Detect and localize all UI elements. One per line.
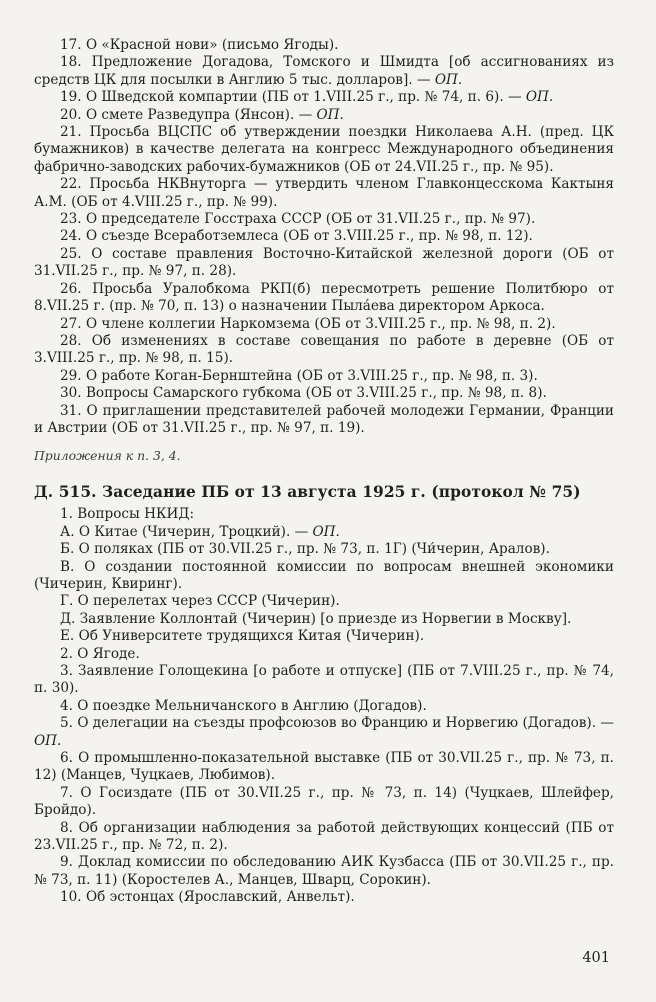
agenda-item-text: 5. О делегации на съезды профсоюзов во Францию и Норвегию (Догадов). — — [60, 715, 614, 732]
agenda-item-text: 23. О председателе Госстраха СССР (ОБ от 31.VII.25 г., пр. № 97). — [60, 211, 536, 228]
decision-mark: ОП. — [316, 106, 344, 123]
agenda-item — [34, 124, 614, 176]
agenda-item — [34, 559, 614, 594]
agenda-item — [34, 785, 614, 820]
agenda-item — [34, 54, 614, 89]
agenda-item-text: Г. О перелетах через СССР (Чичерин). — [60, 593, 340, 610]
agenda-item — [34, 176, 614, 211]
agenda-item — [34, 246, 614, 281]
agenda-item-text: В. О создании постоянной комиссии по вопросам внешней экономики (Чичерин, Квиринг). — [34, 558, 614, 592]
agenda-item-text: 22. Просьба НКВнуторга — утвердить членом Главконцесскома Кактыня А.М. (ОБ от 4.VIII.25 г., пр. № 99). — [34, 176, 614, 210]
agenda-item-text: 20. О смете Разведупра (Янсон). — — [60, 106, 317, 123]
agenda-item — [34, 715, 614, 750]
agenda-item-text: 21. Просьба ВЦСПС об утверждении поездки Николаева А.Н. (пред. ЦК бумажников) в качестве делегата на конгресс Международного объединения фабрично-заводских рабочих-бумажников (ОБ от 24.VII.25 г., пр. № 95). — [34, 124, 614, 175]
agenda-item — [34, 541, 614, 558]
agenda-item-text: 25. О составе правления Восточно-Китайской железной дороги (ОБ от 31.VII.25 г., пр. № 97, п. 28). — [34, 245, 614, 280]
agenda-item — [34, 281, 614, 316]
agenda-item — [34, 750, 614, 785]
decision-mark: ОП. — [312, 523, 340, 540]
agenda-item-text: 9. Доклад комиссии по обследованию АИК Кузбасса (ПБ от 30.VII.25 г., пр. № 73, п. 11) (Коростелев А., Манцев, Шварц, Сорокин). — [34, 854, 614, 888]
decision-mark: ОП. — [434, 71, 463, 88]
agenda-item-text: 2. О Ягоде. — [60, 645, 140, 662]
agenda-item-text: А. О Китае (Чичерин, Троцкий). — — [60, 523, 313, 540]
agenda-item-text: 10. Об эстонцах (Ярославский, Анвельт). — [60, 889, 355, 906]
agenda-item — [34, 228, 614, 245]
agenda-item — [34, 646, 614, 663]
section-heading: Д. 515. Заседание ПБ от 13 августа 1925 г. (протокол № 75) — [34, 483, 581, 502]
agenda-item-text: Д. Заявление Коллонтай (Чичерин) [о приезде из Норвегии в Москву]. — [60, 610, 572, 627]
agenda-list-d515 — [34, 506, 614, 906]
agenda-item — [34, 663, 614, 698]
agenda-item — [34, 211, 614, 228]
agenda-item-text: 18. Предложение Догадова, Томского и Шмидта [об ассигнованиях из средств ЦК для посылки в Англию 5 тыс. долларов]. — — [34, 54, 614, 88]
agenda-item-text: 27. О члене коллегии Наркомзема (ОБ от 3.VIII.25 г., пр. № 98, п. 2). — [60, 315, 556, 332]
agenda-item-text: 30. Вопросы Самарского губкома (ОБ от 3.VIII.25 г., пр. № 98, п. 8). — [60, 385, 547, 402]
agenda-item-text: Е. Об Университете трудящихся Китая (Чичерин). — [60, 628, 425, 645]
agenda-item-text: 31. О приглашении представителей рабочей молодежи Германии, Франции и Австрии (ОБ от 31.VII.25 г., пр. № 97, п. 19). — [34, 402, 614, 436]
appendix-note: Приложения к п. 3, 4. — [34, 448, 181, 464]
agenda-item-text: 1. Вопросы НКИД: — [60, 506, 195, 523]
agenda-item-text: 17. О «Красной нови» (письмо Ягоды). — [60, 37, 339, 53]
decision-mark: ОП. — [34, 732, 62, 749]
agenda-item-text: Б. О поляках (ПБ от 30.VII.25 г., пр. № 73, п. 1Г) (Чи́черин, Аралов). — [60, 541, 550, 558]
agenda-item-text: 28. Об изменениях в составе совещания по работе в деревне (ОБ от 3.VIII.25 г., пр. № 98, п. 15). — [34, 332, 614, 367]
agenda-item — [34, 611, 614, 628]
agenda-item — [34, 368, 614, 385]
agenda-item-text: 24. О съезде Всеработземлеса (ОБ от 3.VIII.25 г., пр. № 98, п. 12). — [60, 228, 533, 245]
agenda-item — [34, 593, 614, 610]
agenda-item — [34, 403, 614, 438]
agenda-item-text: 26. Просьба Уралобкома РКП(б) пересмотреть решение Политбюро от 8.VII.25 г. (пр. № 70, п. 13) о назначении Пыла́ева директором Аркоса. — [34, 280, 614, 315]
agenda-item — [34, 385, 614, 402]
agenda-item — [34, 854, 614, 889]
decision-mark: ОП. — [525, 89, 554, 106]
agenda-item — [34, 89, 614, 106]
agenda-item-text: 3. Заявление Голощекина [о работе и отпуске] (ПБ от 7.VIII.25 г., пр. № 74, п. 30). — [34, 663, 614, 697]
page-number: 401 — [582, 950, 610, 966]
agenda-item — [34, 628, 614, 645]
agenda-item-text: 19. О Шведской компартии (ПБ от 1.VIII.25 г., пр. № 74, п. 6). — — [60, 89, 526, 106]
agenda-item — [34, 506, 614, 523]
agenda-list-continued — [34, 37, 614, 437]
agenda-item — [34, 889, 614, 906]
agenda-item-text: 29. О работе Коган-Бернштейна (ОБ от 3.VIII.25 г., пр. № 98, п. 3). — [60, 367, 538, 384]
agenda-item-text: 7. О Госиздате (ПБ от 30.VII.25 г., пр. № 73, п. 14) (Чуцкаев, Шлейфер, Бройдо). — [34, 784, 614, 819]
agenda-item — [34, 107, 614, 124]
agenda-item — [34, 37, 614, 54]
agenda-item-text: 8. Об организации наблюдения за работой действующих концессий (ПБ от 23.VII.25 г., пр. № 72, п. 2). — [34, 819, 614, 854]
agenda-item-text: 4. О поездке Мельничанского в Англию (Догадов). — [60, 697, 427, 714]
agenda-item — [34, 820, 614, 855]
agenda-item-text: 6. О промышленно-показательной выставке (ПБ от 30.VII.25 г., пр. № 73, п. 12) (Манцев, Чуцкаев, Любимов). — [34, 750, 614, 784]
agenda-item — [34, 524, 614, 541]
agenda-item — [34, 698, 614, 715]
agenda-item — [34, 333, 614, 368]
agenda-item — [34, 316, 614, 333]
